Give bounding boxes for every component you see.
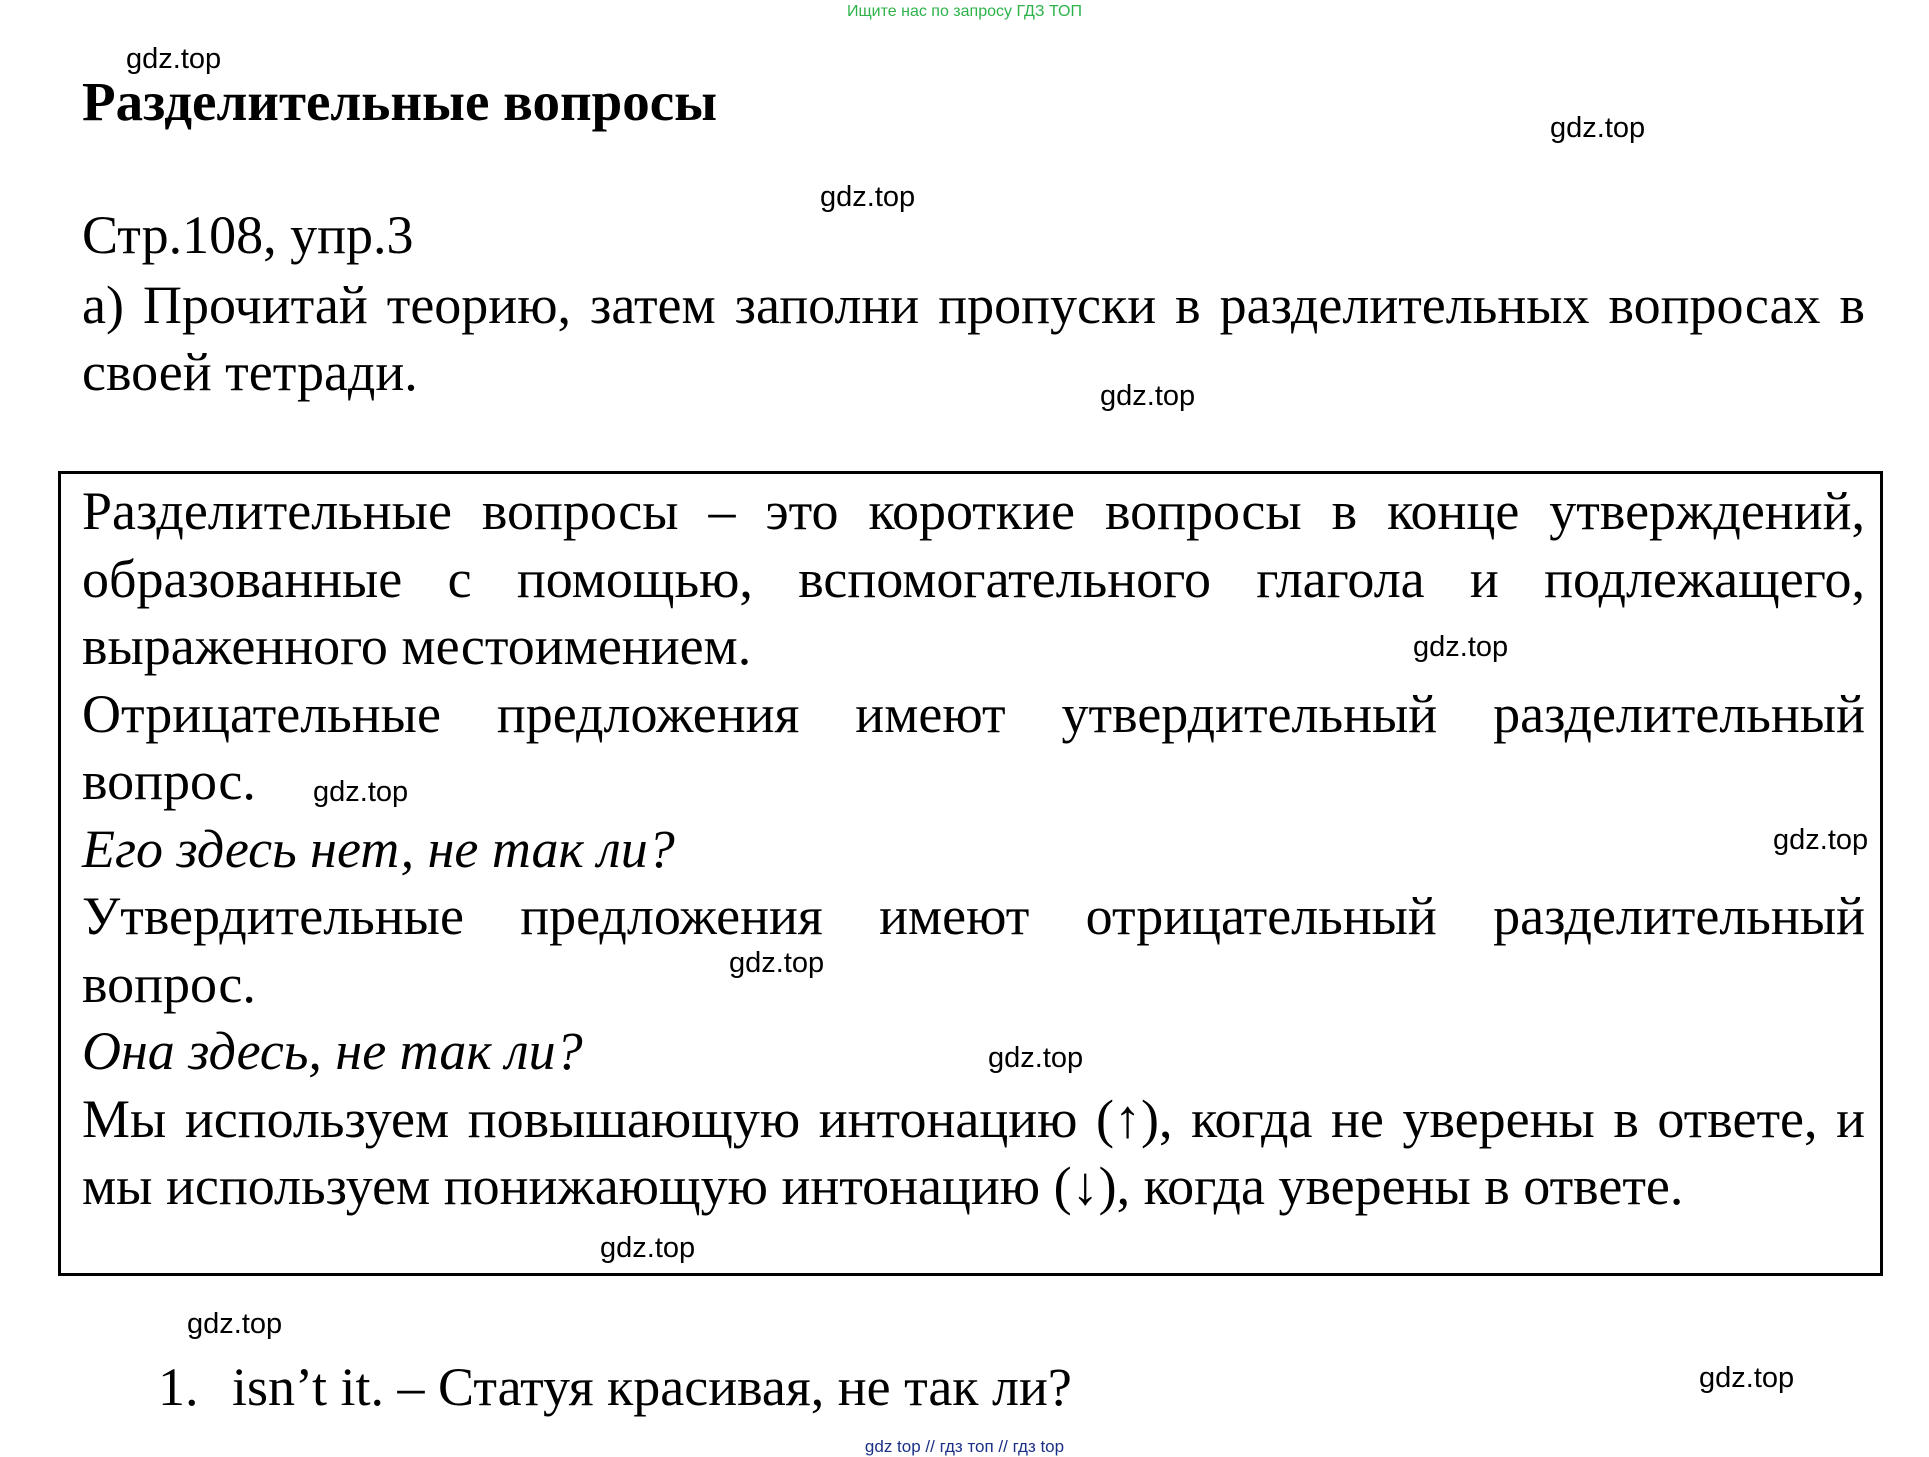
watermark: gdz.top (313, 776, 409, 808)
theory-paragraph-intonation: Мы используем повышающую интонацию (↑), когда не уверены в ответе, и мы используем понижающую интонацию (↓), когда уверены в ответе. (82, 1088, 1865, 1216)
answer-item (158, 1355, 1072, 1419)
watermark: gdz.top (1413, 631, 1509, 663)
watermark: gdz.top (988, 1042, 1084, 1074)
theory-paragraph-definition: Разделительные вопросы – это короткие вопросы в конце утверждений, образованные с помощью, вспомогательного глагола и подлежащего, выраженного местоимением. (82, 481, 1865, 676)
task-reference: Стр.108, упр.3 (82, 205, 414, 265)
page-title: Разделительные вопросы (82, 71, 718, 132)
watermark: gdz.top (126, 43, 222, 75)
theory-example-negative: Его здесь нет, не так ли? (82, 818, 675, 879)
watermark: gdz.top (600, 1232, 696, 1264)
watermark: gdz.top (1550, 112, 1646, 144)
watermark: gdz.top (187, 1308, 283, 1340)
theory-example-affirmative: Она здесь, не так ли? (82, 1021, 583, 1081)
answer-text: isn’t it. – Статуя красивая, не так ли? (232, 1357, 1072, 1417)
theory-paragraph-affirmative: Утвердительные предложения имеют отрицательный разделительный вопрос. (82, 886, 1865, 1014)
task-instruction: а) Прочитай теорию, затем заполни пропуски в разделительных вопросах в своей тетради. (82, 275, 1865, 402)
theory-content (82, 478, 1865, 1221)
watermark: gdz.top (1699, 1362, 1795, 1394)
watermark: gdz.top (729, 947, 825, 979)
watermark: gdz.top (1100, 380, 1196, 412)
answer-number: 1. (158, 1357, 199, 1417)
top-search-banner: Ищите нас по запросу ГДЗ ТОП (847, 3, 1082, 20)
bottom-watermark-banner: gdz top // гдз топ // гдз top (864, 1437, 1065, 1456)
theory-paragraph-negative: Отрицательные предложения имеют утвердительный разделительный вопрос. (82, 683, 1865, 811)
watermark: gdz.top (820, 181, 916, 213)
watermark: gdz.top (1773, 824, 1869, 856)
